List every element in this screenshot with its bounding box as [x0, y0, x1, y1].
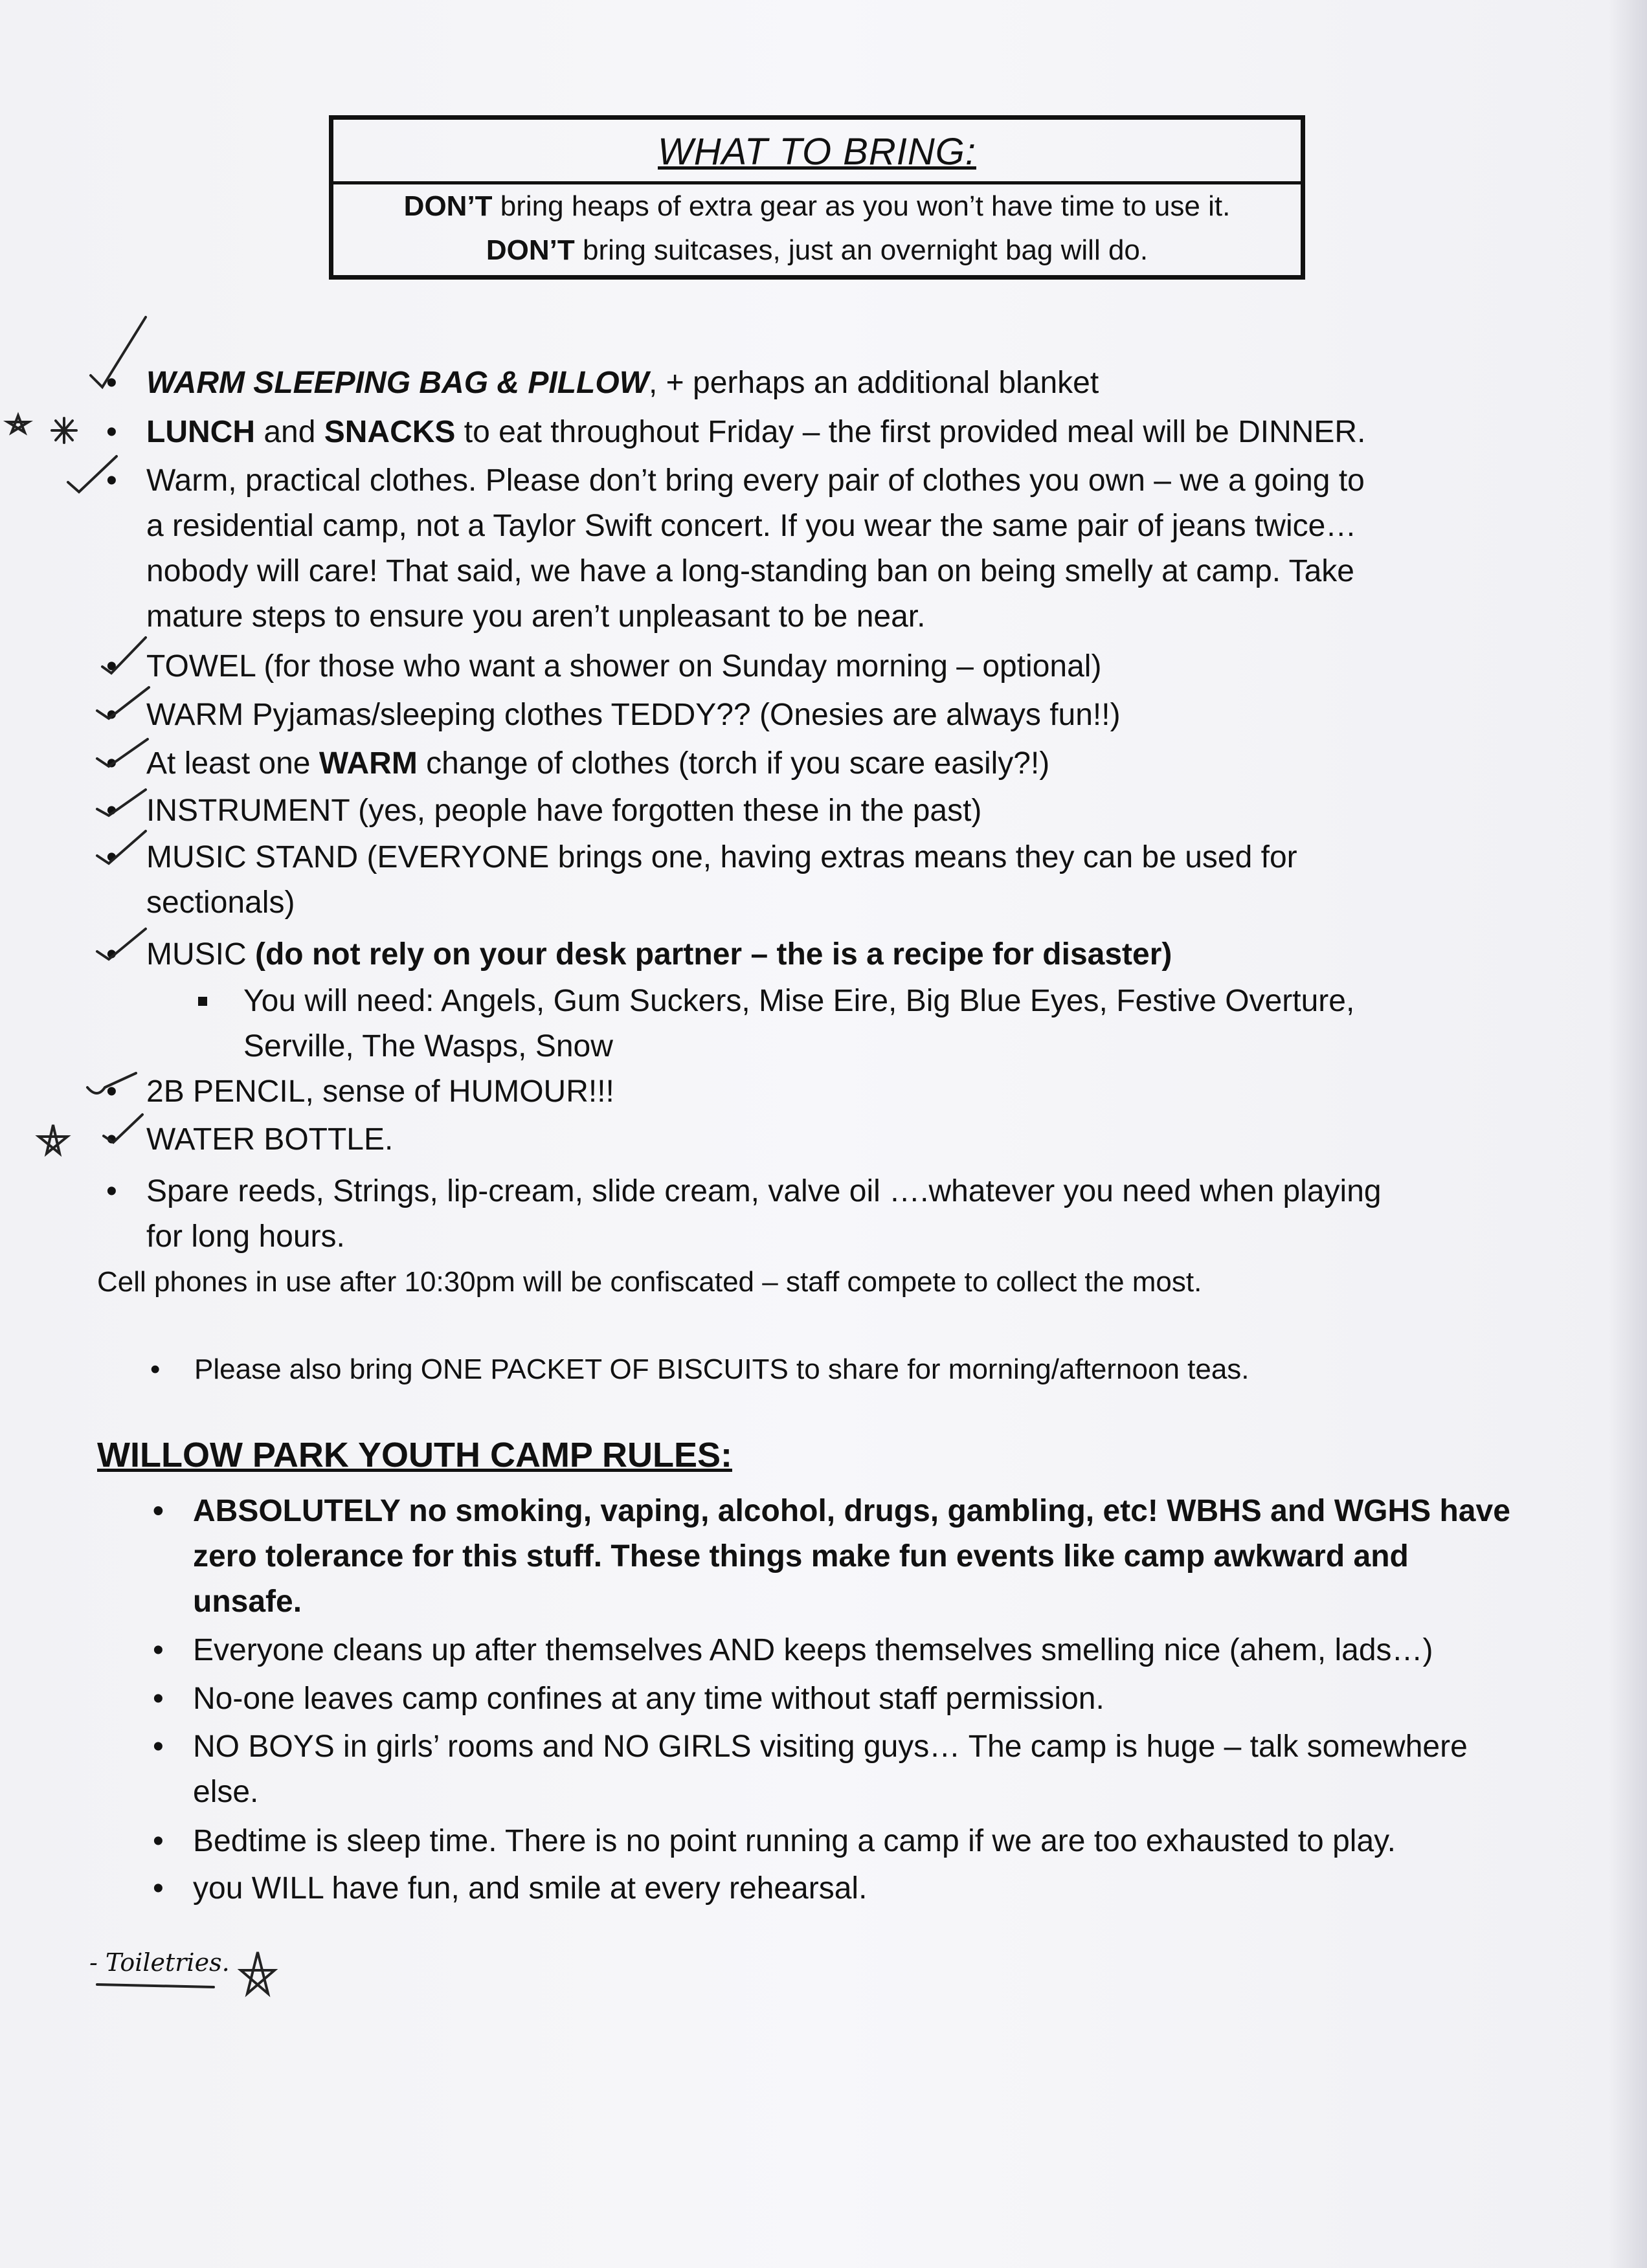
header-line-2-text: bring suitcases, just an overnight bag will do.: [574, 234, 1148, 266]
item-change-pre: At least one: [146, 746, 319, 781]
bullet: •: [106, 937, 117, 972]
rule-5-text: Bedtime is sleep time. There is no point running a camp if we are too exhausted to play.: [193, 1824, 1396, 1858]
bullet: •: [106, 840, 117, 874]
header-line-1-text: bring heaps of extra gear as you won’t have time to use it.: [492, 190, 1231, 222]
item-pencil-text: 2B PENCIL, sense of HUMOUR!!!: [146, 1074, 614, 1109]
bullet: •: [106, 415, 117, 449]
rule-6-text: you WILL have fun, and smile at every rehearsal.: [193, 1871, 868, 1906]
header-line-2-bold: DON’T: [486, 234, 575, 266]
item-stand-line-1: MUSIC STAND (EVERYONE brings one, having extras means they can be used for: [146, 840, 1297, 874]
checkmark-icon: [97, 790, 146, 816]
bullet: •: [106, 1174, 117, 1208]
item-towel-text: TOWEL (for those who want a shower on Sunday morning – optional): [146, 649, 1102, 684]
rule-4-line-2: else.: [193, 1775, 259, 1809]
asterisk-star-icon: [241, 1952, 274, 1994]
asterisk-star-icon: [39, 1125, 67, 1153]
checkmark-icon: [97, 739, 148, 766]
bullet: •: [106, 1122, 117, 1157]
asterisk-icon: [52, 418, 76, 443]
rule-1-line-2: zero tolerance for this stuff. These things make fun events like camp awkward and: [193, 1539, 1409, 1573]
item-clothes-line-4: mature steps to ensure you aren’t unpleasant to be near.: [146, 599, 926, 634]
item-change-bold: WARM: [319, 746, 418, 781]
item-spares-line-1: Spare reeds, Strings, lip-cream, slide cream, valve oil ….whatever you need when playing: [146, 1174, 1382, 1208]
item-change-text: change of clothes (torch if you scare easily?!): [417, 746, 1050, 781]
item-clothes-line-3: nobody will care! That said, we have a long-standing ban on being smelly at camp. Take: [146, 554, 1354, 588]
rule-1-line-3: unsafe.: [193, 1584, 302, 1619]
music-list-line-2: Serville, The Wasps, Snow: [243, 1029, 613, 1063]
checkmark-icon: [91, 317, 146, 387]
header-line-1-bold: DON’T: [403, 190, 493, 222]
bullet: •: [106, 746, 117, 781]
item-sleeping-bag-text: , + perhaps an additional blanket: [649, 366, 1099, 400]
item-spares-line-2: for long hours.: [146, 1219, 345, 1254]
item-music-bold: (do not rely on your desk partner – the is a recipe for disaster): [255, 937, 1172, 972]
bullet: •: [106, 794, 117, 828]
item-lunch-text: to eat throughout Friday – the first provided meal will be DINNER.: [455, 415, 1366, 449]
checkmark-icon: [104, 1115, 142, 1142]
phones-note: Cell phones in use after 10:30pm will be confiscated – staff compete to collect the most.: [97, 1266, 1202, 1298]
item-water-text: WATER BOTTLE.: [146, 1122, 394, 1157]
bullet: •: [106, 698, 117, 732]
item-instrument-text: INSTRUMENT (yes, people have forgotten these in the past): [146, 794, 982, 828]
what-to-bring-title: WHAT TO BRING:: [333, 120, 1301, 184]
bullet: •: [106, 649, 117, 684]
bullet: •: [106, 366, 117, 400]
bullet: •: [153, 1682, 164, 1716]
checkmark-icon: [97, 831, 146, 863]
item-music-pre: MUSIC: [146, 937, 255, 972]
item-snacks-bold: SNACKS: [324, 415, 456, 449]
biscuits-text: Please also bring ONE PACKET OF BISCUITS to share for morning/afternoon teas.: [194, 1353, 1249, 1385]
bullet: •: [150, 1353, 161, 1385]
item-lunch-bold: LUNCH: [146, 415, 255, 449]
item-clothes-line-2: a residential camp, not a Taylor Swift concert. If you wear the same pair of jeans twice…: [146, 509, 1357, 543]
music-list-line-1: You will need: Angels, Gum Suckers, Mise Eire, Big Blue Eyes, Festive Overture,: [243, 984, 1355, 1018]
checkmark-icon: [87, 1073, 136, 1093]
checkmark-icon: [97, 929, 146, 959]
item-sleeping-bag-bold: WARM SLEEPING BAG & PILLOW: [146, 366, 649, 400]
bullet: •: [153, 1824, 164, 1858]
rule-4-line-1: NO BOYS in girls’ rooms and NO GIRLS visiting guys… The camp is huge – talk somewhere: [193, 1729, 1468, 1764]
bullet: •: [153, 1729, 164, 1764]
bullet: •: [153, 1633, 164, 1667]
bullet: •: [106, 463, 117, 498]
rule-1-line-1: ABSOLUTELY no smoking, vaping, alcohol, drugs, gambling, etc! WBHS and WGHS have: [193, 1494, 1510, 1528]
item-clothes-line-1: Warm, practical clothes. Please don’t bring every pair of clothes you own – we a going to: [146, 463, 1365, 498]
rule-2-text: Everyone cleans up after themselves AND keeps themselves smelling nice (ahem, lads…): [193, 1633, 1433, 1667]
handwritten-toiletries-note: - Toiletries.: [89, 1948, 230, 1977]
rules-title: WILLOW PARK YOUTH CAMP RULES:: [97, 1436, 732, 1474]
checkmark-icon: [97, 687, 149, 718]
asterisk-star-icon: [8, 416, 28, 432]
bullet: •: [106, 1074, 117, 1109]
checkmark-icon: [68, 456, 117, 492]
item-pyjamas-text: WARM Pyjamas/sleeping clothes TEDDY?? (Onesies are always fun!!): [146, 698, 1121, 732]
underline-stroke: [97, 1984, 214, 1987]
item-stand-line-2: sectionals): [146, 885, 295, 920]
rule-3-text: No-one leaves camp confines at any time without staff permission.: [193, 1682, 1104, 1716]
checkmark-icon: [102, 638, 146, 673]
bullet: •: [153, 1871, 164, 1906]
bullet: •: [153, 1494, 164, 1528]
item-lunch-and: and: [254, 415, 324, 449]
